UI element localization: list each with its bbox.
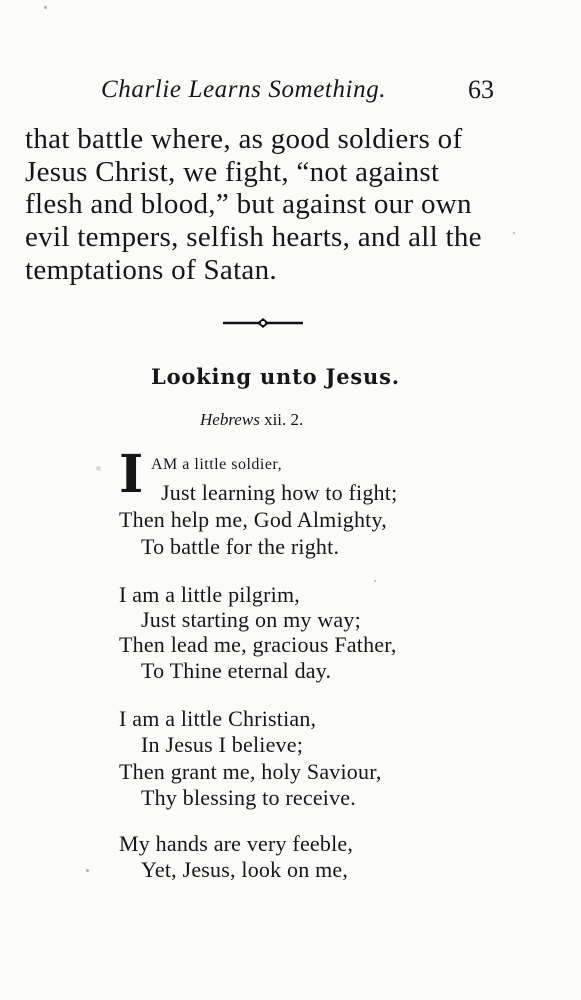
- prose-line: Jesus Christ, we fight, “not against: [25, 156, 440, 188]
- paper-speck: [374, 580, 376, 582]
- prose-line: flesh and blood,” but against our own: [25, 188, 472, 220]
- paper-speck: [86, 869, 89, 872]
- verse-line: To Thine eternal day.: [141, 658, 332, 683]
- verse-line: Just learning how to fight;: [161, 480, 398, 505]
- verse-line: I am a little pilgrim,: [119, 582, 300, 607]
- running-head: Charlie Learns Something.: [101, 76, 387, 103]
- verse-line: I am a little Christian,: [119, 706, 317, 731]
- paper-speck: [96, 466, 101, 471]
- verse-line: Thy blessing to receive.: [141, 785, 356, 810]
- verse-line: Then help me, God Almighty,: [119, 507, 387, 532]
- scripture-reference: [200, 410, 303, 430]
- verse-line: Then grant me, holy Saviour,: [119, 759, 382, 784]
- verse-line: Then lead me, gracious Father,: [119, 632, 397, 657]
- section-divider-ornament: [221, 316, 305, 330]
- paper-speck: [44, 6, 47, 9]
- scripture-book: Hebrews: [200, 410, 260, 429]
- prose-line: temptations of Satan.: [25, 254, 277, 286]
- page-number: 63: [468, 75, 494, 104]
- drop-cap-initial: I: [119, 444, 144, 505]
- verse-line: AM a little soldier,: [151, 456, 283, 473]
- verse-line: Just starting on my way;: [141, 607, 361, 632]
- prose-line: that battle where, as good soldiers of: [25, 123, 463, 155]
- verse-line: In Jesus I believe;: [141, 732, 304, 757]
- scripture-chapter: xii. 2.: [264, 410, 304, 429]
- paper-speck: [513, 232, 515, 234]
- prose-line: evil tempers, selfish hearts, and all the: [25, 221, 482, 253]
- verse-line: Yet, Jesus, look on me,: [141, 857, 349, 882]
- verse-line: My hands are very feeble,: [119, 831, 354, 856]
- hymn-title: Looking unto Jesus.: [151, 364, 400, 389]
- verse-line: To battle for the right.: [141, 534, 340, 559]
